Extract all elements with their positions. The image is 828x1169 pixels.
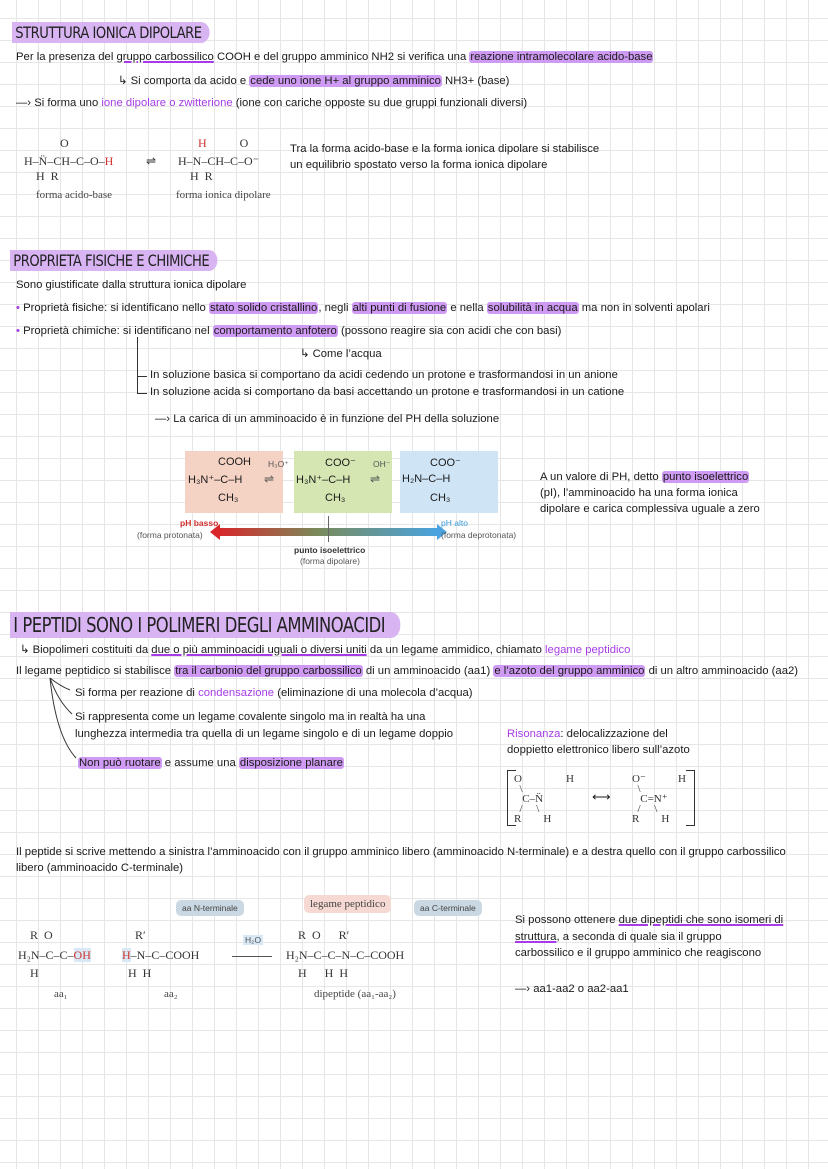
chem-text: H₂N–C–C– — [18, 948, 74, 962]
branch-line — [137, 337, 138, 393]
chem-line — [18, 950, 91, 961]
purple-text: condensazione — [198, 687, 275, 699]
text-segment: ↳ Come l’acqua — [300, 348, 382, 360]
text-segment: Sono giustificate dalla struttura ionica dipolare — [16, 279, 247, 291]
text-line — [540, 471, 749, 483]
text-segment: Si forma per reazione di — [75, 687, 199, 699]
branch-line — [137, 376, 147, 377]
chem-line — [198, 138, 248, 149]
text-segment: , negli — [318, 302, 352, 314]
equilibrium-arrow: ⇌ — [264, 472, 275, 486]
text-line — [150, 369, 618, 381]
text-line — [515, 914, 783, 926]
equilibrium-arrow: ⇌ — [370, 472, 381, 486]
highlighted-text: cede uno ione H+ al gruppo amminico — [250, 75, 441, 87]
text-line — [75, 728, 453, 740]
section-heading: STRUTTURA IONICA DIPOLARE — [12, 22, 210, 43]
text-line — [16, 51, 653, 63]
text-line — [155, 413, 499, 425]
text-segment: doppietto elettronico libero sull’azoto — [507, 744, 690, 756]
chem-text: H — [122, 948, 131, 962]
chem-text: O — [206, 136, 249, 150]
water-label: H₂O — [245, 935, 262, 945]
text-line — [75, 687, 473, 699]
chem-line: H H — [122, 966, 152, 980]
ph-low-label: pH basso — [180, 518, 219, 528]
resonance-form-b: O⁻ \ C=N⁺ / \ R H — [632, 773, 670, 825]
text-line — [78, 757, 344, 769]
molecule-text: H₂N–C–H — [402, 473, 451, 485]
ph-high-label: pH alto — [441, 518, 468, 528]
text-line — [515, 983, 629, 995]
highlighted-text: reazione intramolecolare acido-base — [470, 51, 653, 63]
isoelectric-label: punto isoelettrico — [294, 545, 366, 555]
text-segment: : delocalizzazione del — [560, 728, 668, 740]
reagent-label: H₃O⁺ — [268, 459, 289, 469]
ph-high-sub: (forma deprotonata) — [441, 530, 517, 540]
text-segment: A un valore di PH, detto — [540, 471, 662, 483]
highlighted-text: e l’azoto del gruppo amminico — [494, 665, 645, 677]
text-line — [540, 487, 738, 499]
caption: aa₂ — [164, 988, 178, 1000]
text-segment: carbossilico e il gruppo amminico che reagiscono — [515, 947, 762, 959]
text-segment: (ione con cariche opposte su due gruppi funzionali diversi) — [232, 97, 528, 109]
caption: aa₁ — [54, 988, 68, 1000]
text-line — [20, 643, 630, 656]
bullet-icon: • — [16, 325, 24, 337]
molecule-text: H₃N⁺–C–H — [188, 474, 243, 486]
chem-line: R O R′ — [286, 928, 350, 942]
chem-line: H R — [24, 169, 59, 183]
text-segment: Si rappresenta come un legame covalente singolo ma in realtà ha una — [75, 711, 426, 723]
chem-line: H₂N–C–C–N–C–COOH — [286, 948, 405, 962]
text-line: Tra la forma acido-base e la forma ionica dipolare si stabilisce — [290, 143, 600, 155]
bullet-icon: • — [16, 302, 24, 314]
text-segment: Proprietà chimiche: si identificano nel — [23, 325, 213, 337]
chem-line: H H H — [286, 966, 348, 980]
purple-text: legame peptidico — [545, 644, 631, 656]
text-segment: lunghezza intermedia tra quella di un legame singolo e di un legame doppio — [75, 728, 454, 740]
underlined-text: struttura — [515, 931, 557, 943]
chem-line — [122, 950, 199, 961]
molecule-text: CH₃ — [325, 492, 346, 504]
text-segment: In soluzione acida si comportano da basi accettando un protone e trasformandosi in un catione — [150, 386, 625, 398]
molecule-text: COOH — [218, 456, 251, 468]
chem-text: H — [678, 773, 686, 785]
text-line — [515, 931, 722, 943]
highlighted-text: comportamento anfotero — [213, 325, 337, 337]
section-heading: PROPRIETA FISICHE E CHIMICHE — [10, 250, 217, 271]
text-segment: —› aa1-aa2 o aa2-aa1 — [515, 983, 629, 995]
isoelectric-sub: (forma dipolare) — [300, 556, 360, 566]
molecule-text: COO⁻ — [325, 457, 356, 469]
text-line — [75, 711, 425, 723]
text-line — [16, 279, 246, 291]
purple-text: Risonanza — [507, 728, 561, 740]
text-segment: Si possono ottenere — [515, 914, 619, 926]
text-segment: Il peptide si scrive mettendo a sinistra l’amminoacido con il gruppo amminico libero (amminoacido N-terminale) e a destra quello con il gruppo carbossilico — [16, 846, 786, 858]
text-line — [16, 846, 786, 858]
ph-low-sub: (forma protonata) — [137, 530, 203, 540]
text-line — [23, 302, 710, 314]
text-segment: da un legame ammidico, chiamato — [366, 644, 546, 656]
highlighted-text: punto isoelettrico — [662, 471, 749, 483]
chem-text: H — [566, 773, 574, 785]
text-segment: e nella — [447, 302, 487, 314]
reagent-label: OH⁻ — [373, 459, 391, 469]
highlighted-text: alti punti di fusione — [352, 302, 447, 314]
tag-peptide-bond: legame peptidico — [304, 895, 391, 913]
purple-text: ione dipolare o zwitterione — [101, 97, 233, 109]
text-line — [507, 728, 668, 740]
text-segment: (eliminazione di una molecola d’acqua) — [274, 687, 473, 699]
text-segment: Proprietà fisiche: si identificano nello — [23, 302, 209, 314]
text-segment: di un altro amminoacido (aa2) — [645, 665, 799, 677]
chem-text: OH — [73, 948, 91, 962]
text-segment: ma non in solventi apolari — [578, 302, 710, 314]
chem-line — [24, 156, 113, 167]
chem-text: H — [104, 154, 114, 168]
text-segment: libero (amminoacido C-terminale) — [16, 862, 183, 874]
molecule-text: COO⁻ — [430, 457, 461, 469]
bullet-item — [16, 325, 561, 337]
bracket-right — [686, 770, 695, 826]
text-line — [540, 503, 760, 515]
caption: dipeptide (aa₁-aa₂) — [314, 988, 396, 1000]
text-segment: —› Si forma uno — [16, 97, 102, 109]
chem-line: R′ — [120, 928, 146, 942]
text-segment: COOH e del gruppo amminico NH2 si verifica una — [213, 51, 470, 63]
tag-c-terminal: aa C-terminale — [414, 900, 482, 916]
text-line — [300, 347, 382, 360]
caption: forma ionica dipolare — [176, 189, 271, 201]
bullet-item — [16, 302, 710, 314]
highlighted-text: solubilità in acqua — [487, 302, 578, 314]
highlighted-text: disposizione planare — [239, 757, 343, 769]
chem-line: H–N–CH–C–O⁻ — [178, 154, 260, 168]
text-line — [515, 947, 761, 959]
text-line — [118, 74, 509, 87]
highlighted-text: stato solido cristallino — [209, 302, 318, 314]
text-segment: (possono reagire sia con acidi che con basi) — [337, 325, 562, 337]
branch-line — [137, 393, 147, 394]
text-segment: e assume una — [161, 757, 239, 769]
text-segment: (pI), l’amminoacido ha una forma ionica — [540, 487, 738, 499]
text-line — [507, 744, 690, 756]
text-segment: In soluzione basica si comportano da acidi cedendo un protone e trasformandosi in un anione — [150, 369, 618, 381]
chem-line: O — [24, 136, 69, 150]
tag-n-terminal: aa N-terminale — [176, 900, 244, 916]
equilibrium-arrow: ⇌ — [146, 154, 157, 168]
resonance-arrow: ⟷ — [592, 789, 611, 804]
text-segment: ↳ Biopolimeri costituiti da — [20, 644, 152, 656]
text-line — [16, 97, 527, 109]
caption: forma acido-base — [36, 189, 113, 201]
chem-text: –N–C–COOH — [130, 948, 200, 962]
text-line: un equilibrio spostato verso la forma ionica dipolare — [290, 159, 548, 171]
text-segment: Il legame peptidico si stabilisce — [16, 665, 175, 677]
highlighted-text: tra il carbonio del gruppo carbossilico — [175, 665, 362, 677]
text-segment: —› La carica di un amminoacido è in funzione del PH della soluzione — [155, 413, 500, 425]
text-segment: ↳ Si comporta da acido e — [118, 75, 250, 87]
chem-text: H — [198, 136, 207, 150]
reaction-arrow — [232, 956, 272, 957]
section-heading: I PEPTIDI SONO I POLIMERI DEGLI AMMINOACIDI — [10, 612, 400, 638]
chem-line: H — [18, 966, 39, 980]
molecule-text: CH₃ — [218, 492, 239, 504]
chem-line: H R — [178, 169, 213, 183]
highlighted-text: Non può ruotare — [79, 757, 161, 769]
molecule-text: CH₃ — [430, 492, 451, 504]
molecule-text: H₃N⁺–C–H — [296, 474, 351, 486]
text-segment: , a seconda di quale sia il gruppo — [556, 931, 722, 943]
text-segment: Per la presenza del — [16, 51, 117, 63]
text-segment: di un amminoacido (aa1) — [362, 665, 494, 677]
text-line — [150, 386, 624, 398]
text-line — [16, 862, 183, 874]
chem-line: R O — [18, 928, 53, 942]
chem-text: H–N̈–CH–C–O– — [24, 154, 105, 168]
isoelectric-marker — [328, 516, 329, 542]
text-segment: NH3+ (base) — [441, 75, 510, 87]
underlined-text: due dipeptidi che sono isomeri di — [618, 914, 784, 926]
text-segment: dipolare e carica complessiva uguale a zero — [540, 503, 760, 515]
underlined-text: gruppo carbossilico — [116, 51, 214, 63]
text-line — [23, 325, 561, 337]
underlined-text: due o più amminoacidi uguali o diversi uniti — [151, 644, 367, 656]
text-line — [16, 665, 798, 677]
resonance-form-a: O \ C–N̈ / \ R H — [514, 773, 552, 825]
